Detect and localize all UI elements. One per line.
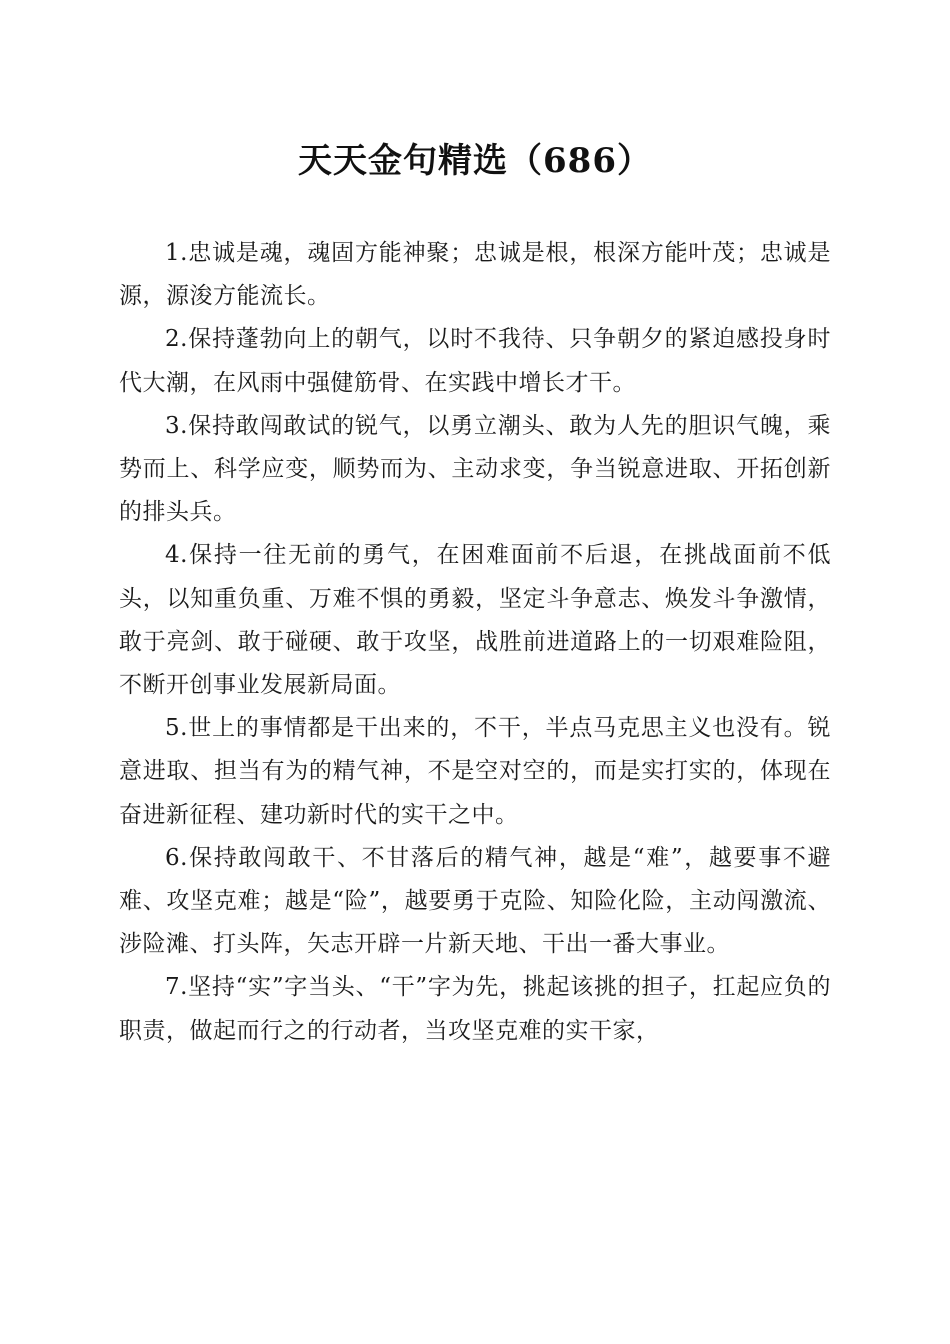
paragraph-6: 6.保持敢闯敢干、不甘落后的精气神，越是“难”，越要事不避难、攻坚克难；越是“险”，越要勇于克险、知险化险，主动闯激流、涉险滩、打头阵，矢志开辟一片新天地、干出一番大事业。 [119, 844, 831, 958]
paragraph-4: 4.保持一往无前的勇气，在困难面前不后退，在挑战面前不低头，以知重负重、万难不惧的勇毅，坚定斗争意志、焕发斗争激情，敢于亮剑、敢于碰硬、敢于攻坚，战胜前进道路上的一切艰难险阻，不断开创事业发展新局面。 [119, 542, 831, 699]
paragraph-3: 3.保持敢闯敢试的锐气，以勇立潮头、敢为人先的胆识气魄，乘势而上、科学应变，顺势而为、主动求变，争当锐意进取、开拓创新的排头兵。 [119, 412, 831, 526]
paragraph-2: 2.保持蓬勃向上的朝气，以时不我待、只争朝夕的紧迫感投身时代大潮，在风雨中强健筋骨、在实践中增长才干。 [119, 326, 831, 396]
document-title: 天天金句精选（686） [298, 141, 652, 181]
paragraph-5: 5.世上的事情都是干出来的，不干，半点马克思主义也没有。锐意进取、担当有为的精气神，不是空对空的，而是实打实的，体现在奋进新征程、建功新时代的实干之中。 [119, 715, 831, 828]
document-body [119, 232, 831, 1053]
paragraph-1: 1.忠诚是魂，魂固方能神聚；忠诚是根，根深方能叶茂；忠诚是源，源浚方能流长。 [119, 240, 831, 310]
paragraph-7: 7.坚持“实”字当头、“干”字为先，挑起该挑的担子，扛起应负的职责，做起而行之的行动者，当攻坚克难的实干家， [119, 974, 831, 1044]
